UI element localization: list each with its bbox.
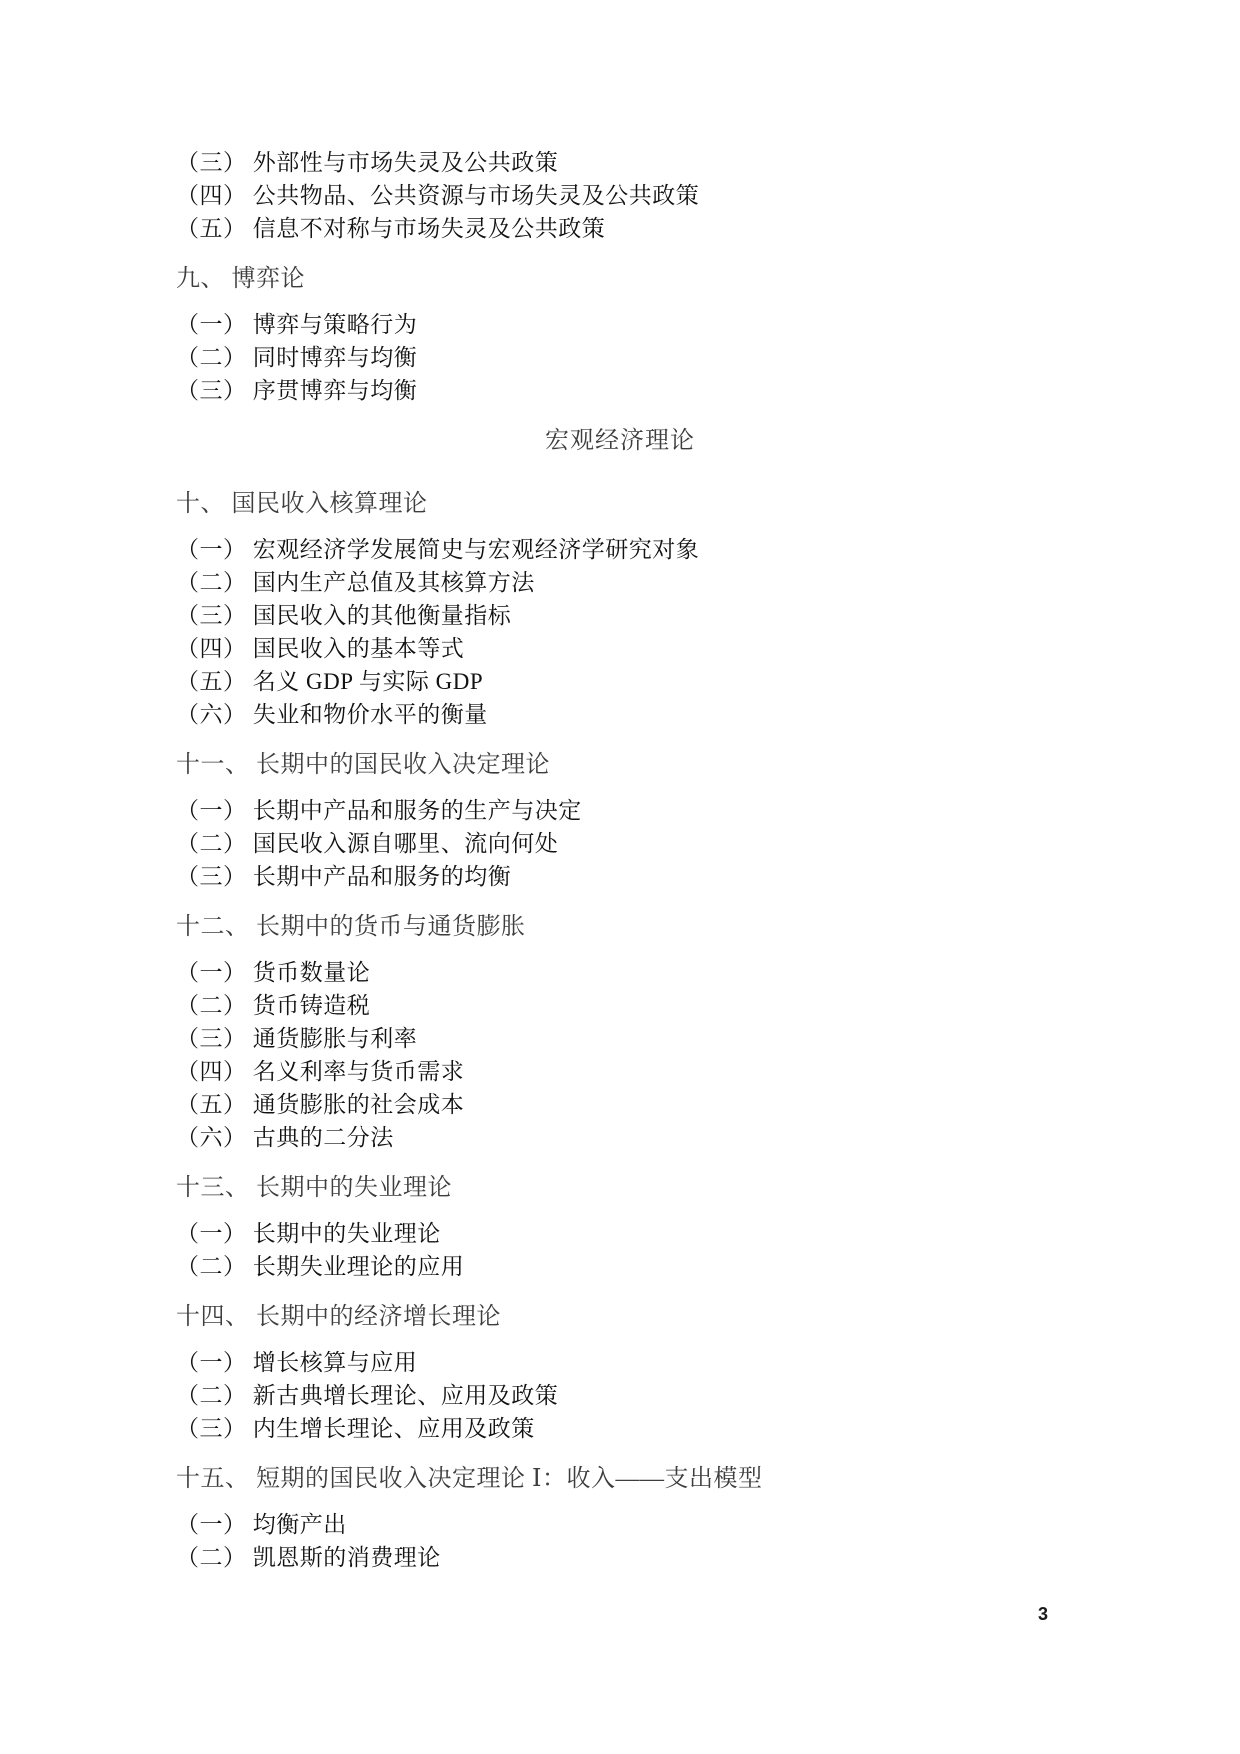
outline-item: （三） 内生增长理论、应用及政策 bbox=[176, 1416, 535, 1441]
part-heading: 宏观经济理论 bbox=[545, 428, 695, 454]
section-heading: 十三、 长期中的失业理论 bbox=[176, 1175, 452, 1201]
outline-item: （三） 序贯博弈与均衡 bbox=[176, 378, 418, 403]
outline-item: （一） 均衡产出 bbox=[176, 1512, 347, 1537]
section-heading: 十四、 长期中的经济增长理论 bbox=[176, 1304, 501, 1330]
outline-item: （四） 公共物品、公共资源与市场失灵及公共政策 bbox=[176, 183, 700, 208]
outline-item: （一） 货币数量论 bbox=[176, 960, 371, 985]
outline-item: （一） 宏观经济学发展简史与宏观经济学研究对象 bbox=[176, 537, 700, 562]
outline-item: （二） 同时博弈与均衡 bbox=[176, 345, 418, 370]
outline-item: （六） 古典的二分法 bbox=[176, 1125, 394, 1150]
section-heading: 十五、 短期的国民收入决定理论 Ⅰ：收入——支出模型 bbox=[176, 1466, 763, 1492]
outline-item: （五） 信息不对称与市场失灵及公共政策 bbox=[176, 216, 606, 241]
outline-item: （一） 长期中产品和服务的生产与决定 bbox=[176, 798, 582, 823]
outline-item: （二） 新古典增长理论、应用及政策 bbox=[176, 1383, 559, 1408]
section-heading: 十一、 长期中的国民收入决定理论 bbox=[176, 752, 550, 778]
page-number: 3 bbox=[1038, 1604, 1049, 1624]
outline-item: （三） 国民收入的其他衡量指标 bbox=[176, 603, 512, 628]
section-heading: 九、 博弈论 bbox=[176, 266, 305, 292]
outline-item: （一） 长期中的失业理论 bbox=[176, 1221, 441, 1246]
outline-item: （三） 通货膨胀与利率 bbox=[176, 1026, 418, 1051]
section-heading: 十、 国民收入核算理论 bbox=[176, 491, 428, 517]
outline-item: （四） 国民收入的基本等式 bbox=[176, 636, 465, 661]
outline-item: （四） 名义利率与货币需求 bbox=[176, 1059, 465, 1084]
outline-item: （三） 外部性与市场失灵及公共政策 bbox=[176, 150, 559, 175]
outline-item: （二） 货币铸造税 bbox=[176, 993, 371, 1018]
outline-item: （二） 国民收入源自哪里、流向何处 bbox=[176, 831, 559, 856]
outline-item: （二） 国内生产总值及其核算方法 bbox=[176, 570, 535, 595]
outline-item: （三） 长期中产品和服务的均衡 bbox=[176, 864, 512, 889]
section-heading: 十二、 长期中的货币与通货膨胀 bbox=[176, 914, 526, 940]
outline-item: （一） 博弈与策略行为 bbox=[176, 312, 418, 337]
outline-item: （二） 长期失业理论的应用 bbox=[176, 1254, 465, 1279]
outline-item: （五） 通货膨胀的社会成本 bbox=[176, 1092, 465, 1117]
outline-item: （一） 增长核算与应用 bbox=[176, 1350, 418, 1375]
outline-item: （二） 凯恩斯的消费理论 bbox=[176, 1545, 441, 1570]
outline-item: （五） 名义 GDP 与实际 GDP bbox=[176, 669, 484, 694]
outline-item: （六） 失业和物价水平的衡量 bbox=[176, 702, 488, 727]
